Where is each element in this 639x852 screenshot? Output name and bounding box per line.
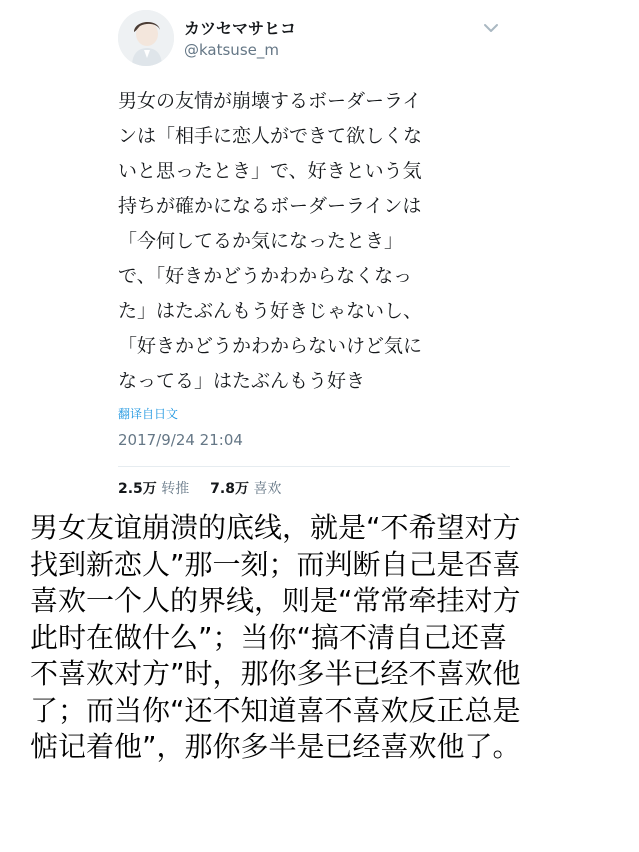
translate-link[interactable]: 翻译自日文 <box>118 407 179 421</box>
tweet-text-line: 「好きかどうかわからないけど気に <box>118 335 423 357</box>
tweet-text-line: で、「好きかどうかわからなくなっ <box>118 265 413 287</box>
tweet-text-line: 持ちが確かになるボーダーラインは <box>118 195 422 217</box>
chevron-down-icon[interactable] <box>482 20 500 34</box>
translation-text <box>30 510 630 766</box>
tweet-text-line: なってる」はたぶんもう好き <box>118 370 366 392</box>
translation-line: 喜欢一个人的界线，则是“常常牵挂对方 <box>30 584 521 617</box>
divider <box>118 466 510 467</box>
user-handle[interactable]: @katsuse_m <box>184 41 279 59</box>
retweet-count: 2.5万 <box>118 481 157 497</box>
retweet-label: 转推 <box>161 481 190 497</box>
avatar[interactable] <box>118 10 174 66</box>
translation-line: 了；而当你“还不知道喜不喜欢反正总是 <box>30 693 521 727</box>
tweet-text-line: た」はたぶんもう好きじゃないし、 <box>118 300 423 322</box>
tweet-header <box>118 10 503 68</box>
retweet-stat[interactable] <box>118 481 194 497</box>
translation-line: 男女友谊崩溃的底线，就是“不希望对方 <box>30 511 521 544</box>
tweet-text-line: ンは「相手に恋人ができて欲しくな <box>118 125 423 147</box>
tweet-text-line: 男女の友情が崩壊するボーダーライ <box>118 90 422 112</box>
like-label: 喜欢 <box>253 481 282 497</box>
translation-line: 找到新恋人”那一刻；而判断自己是否喜 <box>30 547 521 581</box>
tweet-timestamp[interactable]: 2017/9/24 21:04 <box>118 431 243 449</box>
avatar-image <box>118 10 174 66</box>
translation-line: 惦记着他”，那你多半是已经喜欢他了。 <box>30 730 521 763</box>
like-count: 7.8万 <box>210 481 249 497</box>
tweet-text-line: 「今何してるか気になったとき」 <box>118 230 404 252</box>
translation-line: 此时在做什么”；当你“搞不清自己还喜 <box>30 620 508 654</box>
display-name[interactable]: カツセマサヒコ <box>184 19 297 38</box>
tweet-text <box>118 84 508 399</box>
translation-line: 不喜欢对方”时，那你多半已经不喜欢他 <box>30 657 521 690</box>
like-stat[interactable] <box>210 481 281 497</box>
tweet-stats <box>118 478 281 498</box>
tweet-text-line: いと思ったとき」で、好きという気 <box>118 160 422 182</box>
